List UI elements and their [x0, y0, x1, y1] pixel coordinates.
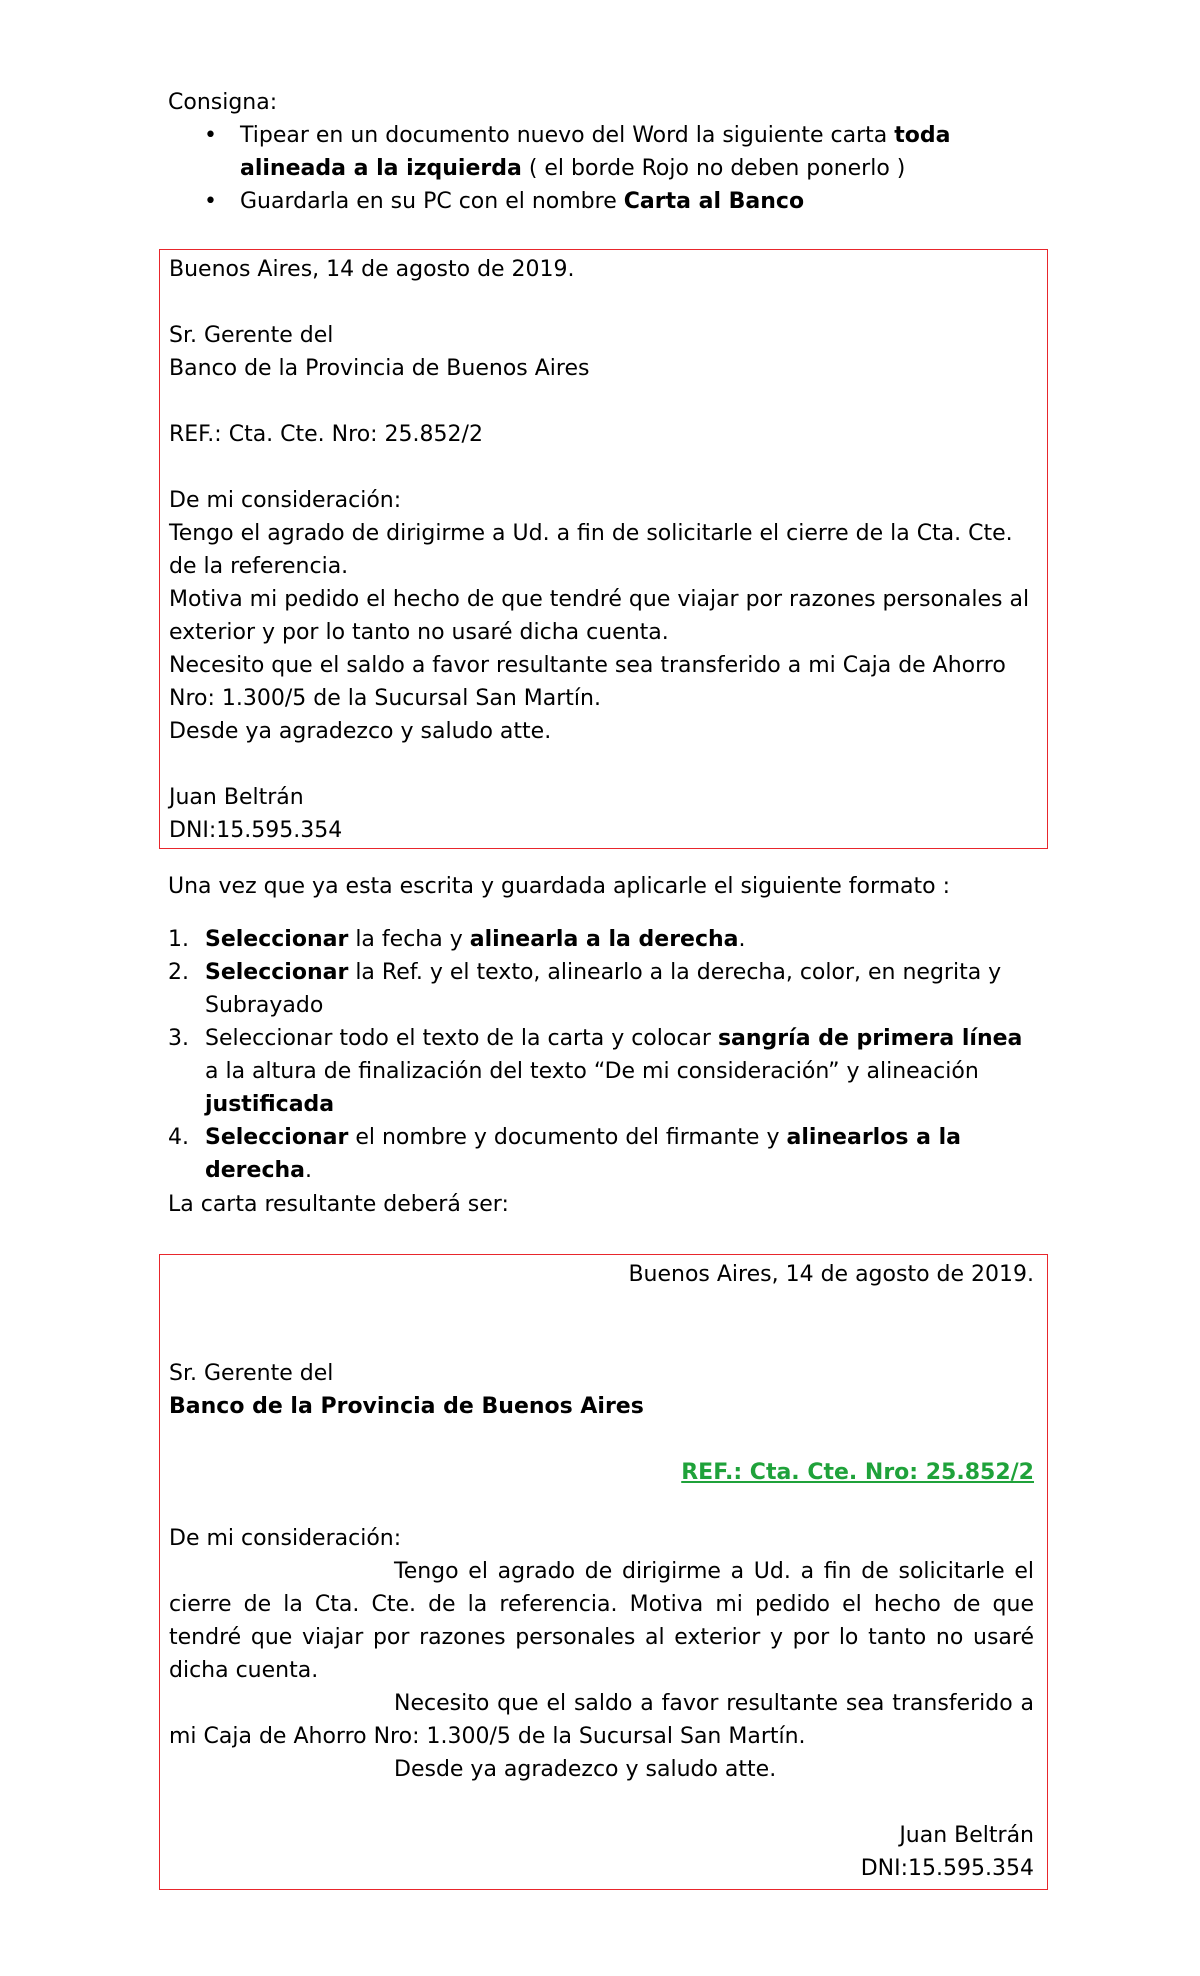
letter-body-line: de la referencia.: [169, 554, 349, 579]
letter-body-line: Desde ya agradezco y saludo atte.: [169, 719, 552, 744]
step-3: [168, 1022, 1038, 1121]
letter-date-right: Buenos Aires, 14 de agosto de 2019.: [628, 1262, 1034, 1287]
letter-paragraph-2: Necesito que el saldo a favor resultante sea transferido a mi Caja de Ahorro Nro: 1.300/5 de la Sucursal San Martín.: [169, 1691, 1034, 1749]
letter-body-line: Motiva mi pedido el hecho de que tendré que viajar por razones personales al: [169, 587, 1030, 612]
step-text: .: [738, 927, 746, 952]
step-text: a la altura de finalización del texto “De mi consideración” y alineación: [205, 1059, 979, 1084]
step-text: la fecha y: [348, 927, 470, 952]
letter-signature-dni-right: DNI:15.595.354: [860, 1856, 1034, 1881]
letter-body-line: Nro: 1.300/5 de la Sucursal San Martín.: [169, 686, 601, 711]
letter-recipient-line1: Sr. Gerente del: [169, 323, 334, 348]
letter-greeting: De mi consideración:: [169, 1526, 402, 1551]
letter-recipient-line2-bold: [169, 1390, 1034, 1423]
letter-greeting: De mi consideración:: [169, 488, 402, 513]
letter-recipient-line1: Sr. Gerente del: [169, 1361, 334, 1386]
step-number: 3.: [168, 1026, 189, 1051]
consigna-bullet-1: [168, 119, 1038, 185]
letter-paragraph-1: Tengo el agrado de dirigirme a Ud. a fin de solicitarle el cierre de la Cta. Cte. de la referencia. Motiva mi pedido el hecho de que tendré que viajar por razones personales al exterior y por lo tanto no usaré dicha cuenta.: [169, 1559, 1034, 1683]
letter-recipient-line2: Banco de la Provincia de Buenos Aires: [169, 356, 590, 381]
consigna-section: [168, 86, 1038, 218]
step-bold-text: alinearlos a la derecha: [205, 1125, 961, 1183]
letter-date: Buenos Aires, 14 de agosto de 2019.: [169, 257, 575, 282]
result-label-text: La carta resultante deberá ser:: [168, 1192, 509, 1217]
letter-signature-dni: DNI:15.595.354: [169, 818, 343, 843]
recipient-bank-bold: Banco de la Provincia de Buenos Aires: [169, 1394, 644, 1419]
bullet-text: Tipear en un documento nuevo del Word la siguiente carta: [240, 123, 895, 148]
consigna-bullet-2: [168, 185, 1038, 218]
steps-list: [168, 923, 1038, 1187]
ref-green-underlined: REF.: Cta. Cte. Nro: 25.852/2: [681, 1460, 1034, 1485]
bullet-bold-text: Carta al Banco: [623, 189, 805, 214]
letter-original: [169, 253, 1034, 847]
step-text: .: [305, 1158, 312, 1183]
instructions-steps: [168, 923, 1038, 1187]
letter-box-formatted: [159, 1254, 1048, 1890]
step-bold-text: sangría de primera línea: [717, 1026, 1023, 1051]
step-text: el nombre y documento del firmante y: [348, 1125, 787, 1150]
letter-signature-name-right: Juan Beltrán: [899, 1823, 1034, 1848]
letter-paragraph-3: Desde ya agradezco y saludo atte.: [394, 1757, 777, 1782]
step-bold-text: justificada: [205, 1092, 335, 1117]
letter-formatted: [169, 1258, 1034, 1885]
letter-ref: REF.: Cta. Cte. Nro: 25.852/2: [169, 422, 483, 447]
step-bold-text: alinearla a la derecha: [469, 927, 739, 952]
step-4: [168, 1121, 1038, 1187]
bullet-text: ( el borde Rojo no deben ponerlo ): [521, 156, 906, 181]
letter-body-line: Necesito que el saldo a favor resultante sea transferido a mi Caja de Ahorro: [169, 653, 1006, 678]
step-1: [168, 923, 1038, 956]
instructions-intro: [168, 870, 1038, 903]
step-number: 4.: [168, 1125, 189, 1150]
consigna-title: Consigna:: [168, 90, 278, 115]
letter-ref-formatted: [169, 1456, 1034, 1489]
result-label: [168, 1188, 1038, 1221]
letter-body-line: exterior y por lo tanto no usaré dicha cuenta.: [169, 620, 669, 645]
bullet-text: Guardarla en su PC con el nombre: [240, 189, 624, 214]
step-number: 2.: [168, 960, 189, 985]
letter-body-line: Tengo el agrado de dirigirme a Ud. a fin de solicitarle el cierre de la Cta. Cte.: [169, 521, 1013, 546]
letter-box-original: [159, 249, 1048, 849]
instructions-intro-text: Una vez que ya esta escrita y guardada aplicarle el siguiente formato :: [168, 874, 951, 899]
step-text: Seleccionar todo el texto de la carta y colocar: [205, 1026, 718, 1051]
step-2: [168, 956, 1038, 1022]
step-bold-text: Seleccionar: [205, 1125, 349, 1150]
step-bold-text: Seleccionar: [205, 927, 349, 952]
consigna-bullet-list: [168, 119, 1038, 218]
step-bold-text: Seleccionar: [205, 960, 349, 985]
bullet-bold-text: toda alineada a la izquierda: [240, 123, 951, 181]
step-number: 1.: [168, 927, 189, 952]
step-text: la Ref. y el texto, alinearlo a la derecha, color, en negrita y Subrayado: [205, 960, 1002, 1018]
letter-signature-name: Juan Beltrán: [169, 785, 304, 810]
